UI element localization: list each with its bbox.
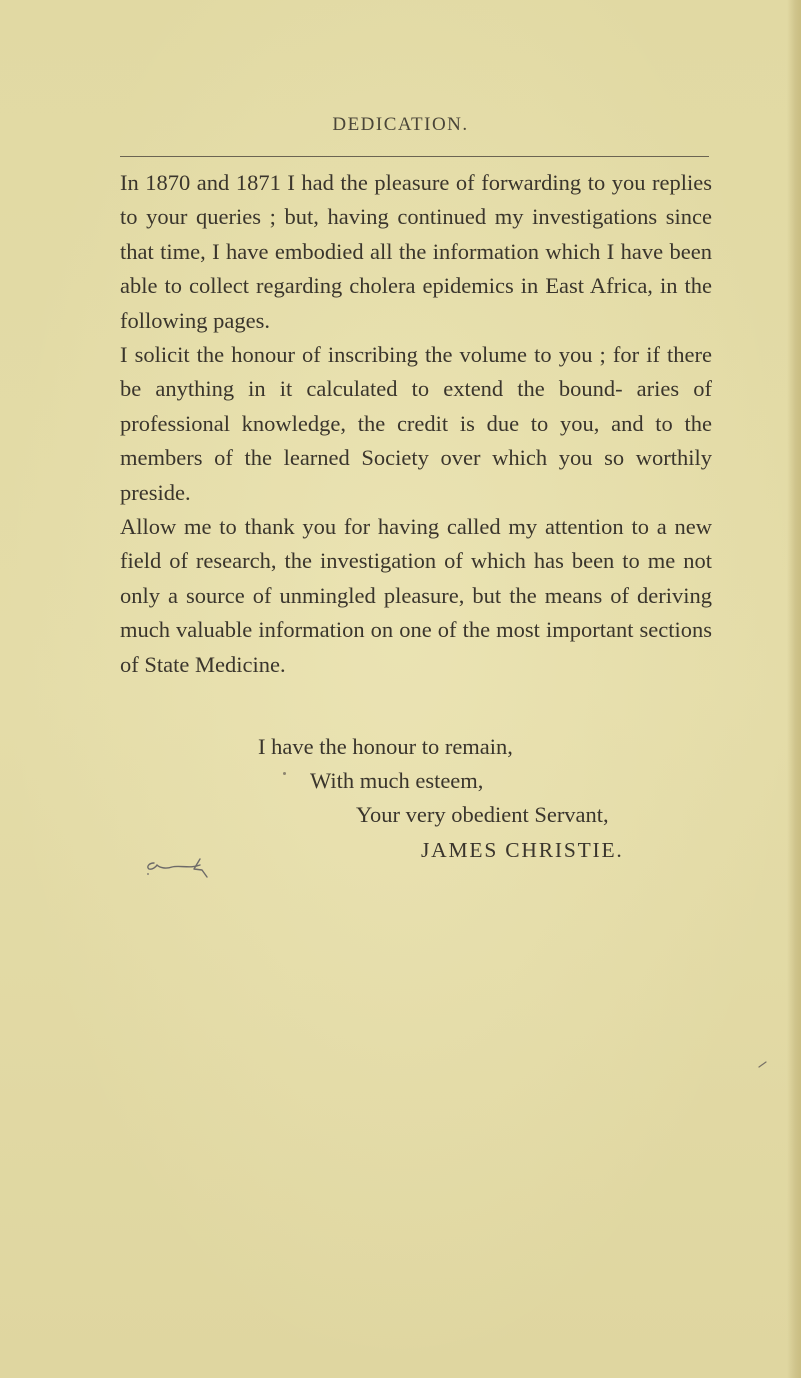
running-head: DEDICATION.: [332, 114, 469, 135]
signature: JAMES CHRISTIE.: [421, 838, 624, 862]
header-rule: [120, 156, 709, 157]
paragraph-3: Allow me to thank you for having called my attention to a new field of research, the investigation of which has been to me not only a source of unmingled pleasure, but the means of deriving much valuable information on one of the most important sections of State Medicine.: [120, 514, 712, 677]
tiny-mark-icon: [758, 1060, 768, 1068]
paragraph-2: I solicit the honour of inscribing the volume to you ; for if there be anything in it calculated to extend the bound- aries of professional knowledge, the credit is due to you, and to the members of the learned Society over which you so worthily preside.: [120, 342, 712, 505]
closing-line-esteem: With much esteem,: [310, 768, 484, 793]
page-edge-shadow: [787, 0, 801, 1378]
paragraph-1: In 1870 and 1871 I had the pleasure of forwarding to you replies to your queries ; but, having continued my investigations since that time, I have embodied all the information which I have been able to collect regarding cholera epidemics in East Africa, in the following pages.: [120, 170, 712, 333]
dedication-body: [120, 166, 712, 682]
closing-line-servant: Your very obedient Servant,: [356, 802, 609, 827]
pencil-mark-icon: [140, 855, 215, 885]
closing-line-remain: I have the honour to remain,: [258, 734, 513, 759]
ink-speck: [283, 772, 286, 775]
